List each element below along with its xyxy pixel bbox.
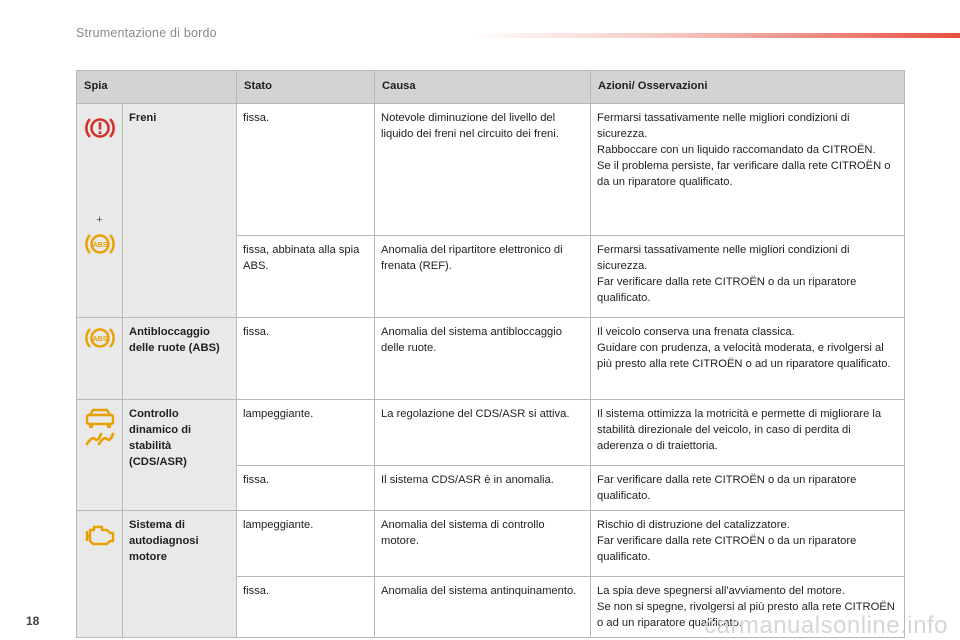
causa-cell: Anomalia del sistema antinquinamento. xyxy=(375,577,591,638)
spia-name-freni: Freni xyxy=(123,104,237,318)
azioni-cell: Rischio di distruzione del catalizzatore. Far verificare dalla rete CITROËN o da un riparatore qualificato. xyxy=(591,511,905,577)
plus-sign: + xyxy=(96,214,103,226)
stato-cell: lampeggiante. xyxy=(237,511,375,577)
stato-cell: fissa, abbinata alla spia ABS. xyxy=(237,236,375,318)
stato-cell: fissa. xyxy=(237,318,375,400)
icon-cell-cds xyxy=(77,400,123,511)
brake-warning-icon xyxy=(84,114,116,142)
causa-cell: Il sistema CDS/ASR è in anomalia. xyxy=(375,466,591,511)
stability-control-icon xyxy=(83,408,117,448)
page-header-title: Strumentazione di bordo xyxy=(76,26,217,40)
spia-name-engine: Sistema di autodiagnosi motore xyxy=(123,511,237,638)
header-causa: Causa xyxy=(375,71,591,104)
stato-cell: fissa. xyxy=(237,104,375,236)
abs-icon xyxy=(84,324,116,352)
causa-cell: Notevole diminuzione del livello del liquido dei freni nel circuito dei freni. xyxy=(375,104,591,236)
abs-icon xyxy=(84,230,116,258)
engine-check-icon xyxy=(83,521,117,549)
svg-text:ABS: ABS xyxy=(92,241,107,249)
header-accent-bar xyxy=(470,33,960,38)
table-header-row xyxy=(77,71,905,104)
warning-lights-table xyxy=(76,70,905,638)
icon-cell-freni xyxy=(77,104,123,318)
table-row xyxy=(77,104,905,236)
table-row xyxy=(77,511,905,577)
page-number: 18 xyxy=(26,614,40,628)
header-stato: Stato xyxy=(237,71,375,104)
svg-text:ABS: ABS xyxy=(92,335,107,343)
spia-name-cds: Controllo dinamico di stabilità (CDS/ASR) xyxy=(123,400,237,511)
stato-cell: fissa. xyxy=(237,577,375,638)
stato-cell: fissa. xyxy=(237,466,375,511)
spia-name-abs: Antibloccaggio delle ruote (ABS) xyxy=(123,318,237,400)
azioni-cell: Far verificare dalla rete CITROËN o da un riparatore qualificato. xyxy=(591,466,905,511)
causa-cell: Anomalia del sistema di controllo motore. xyxy=(375,511,591,577)
azioni-cell: Il sistema ottimizza la motricità e permette di migliorare la stabilità direzionale del veicolo, in caso di perdita di aderenza o di traiettoria. xyxy=(591,400,905,466)
azioni-cell: La spia deve spegnersi all'avviamento del motore. Se non si spegne, rivolgersi al più presto alla rete CITROËN o ad un riparatore qualificato. xyxy=(591,577,905,638)
azioni-cell: Fermarsi tassativamente nelle migliori condizioni di sicurezza. Far verificare dalla rete CITROËN o da un riparatore qualificato. xyxy=(591,236,905,318)
azioni-cell: Il veicolo conserva una frenata classica. Guidare con prudenza, a velocità moderata, e rivolgersi al più presto alla rete CITROËN o ad un riparatore qualificato. xyxy=(591,318,905,400)
causa-cell: La regolazione del CDS/ASR si attiva. xyxy=(375,400,591,466)
causa-cell: Anomalia del ripartitore elettronico di frenata (REF). xyxy=(375,236,591,318)
table-row xyxy=(77,318,905,400)
header-azioni: Azioni/ Osservazioni xyxy=(591,71,905,104)
stato-cell: lampeggiante. xyxy=(237,400,375,466)
table-row xyxy=(77,400,905,466)
icon-cell-abs xyxy=(77,318,123,400)
causa-cell: Anomalia del sistema antibloccaggio delle ruote. xyxy=(375,318,591,400)
watermark: carmanualsonline.info xyxy=(704,612,948,639)
header-spia: Spia xyxy=(77,71,237,104)
icon-cell-engine xyxy=(77,511,123,638)
azioni-cell: Fermarsi tassativamente nelle migliori condizioni di sicurezza. Rabboccare con un liquido raccomandato da CITROËN. Se il problema persiste, far verificare dalla rete CITROËN o da un riparatore qualificato. xyxy=(591,104,905,236)
